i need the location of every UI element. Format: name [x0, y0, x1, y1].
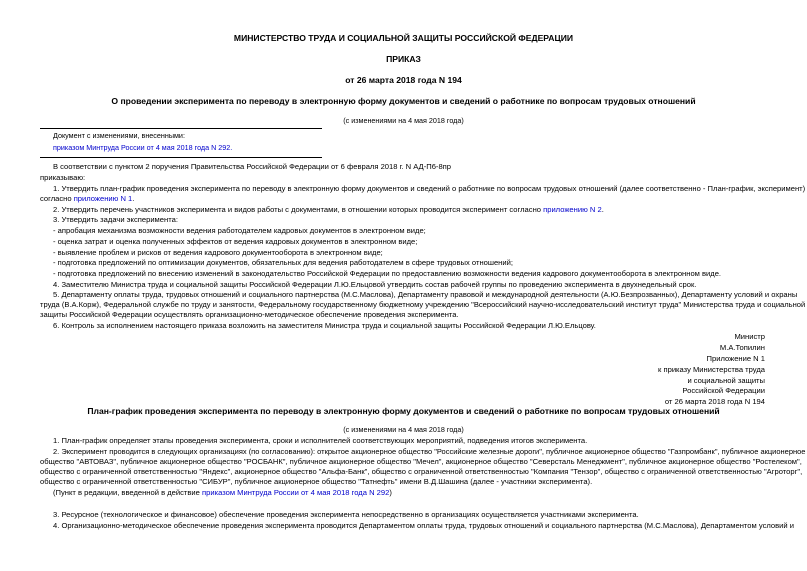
appendix-1-link[interactable]: приложению N 1 [73, 194, 133, 203]
task-item: - выявление проблем и рисков от ведения кадрового документооборота в электронном виде; [53, 248, 383, 257]
appendix-ref-line: к приказу Министерства труда [658, 365, 765, 374]
paragraph-6: 6. Контроль за исполнением настоящего приказа возложить на заместителя Министра труда и социальной защиты Российской Федерации Л.Ю.Ельцову. [53, 321, 596, 330]
appendix-paragraph-2-note [53, 488, 392, 498]
appendix-paragraph-2-line: общество "АВТОВАЗ", публичное акционерное общество "РОСБАНК", публичное акционерное общество "Мечел", акционерное общество "Северсталь Менеджмент", публичное акционерное общество "Ростелеком", [40, 457, 802, 466]
appendix-paragraph-2-line: 2. Эксперимент проводится в следующих организациях (по согласованию): открытое акционерное общество "Российские железные дороги", публичное акционерное общество "Газпромбанк", публичное акционерное [53, 447, 806, 456]
ministry-heading: МИНИСТЕРСТВО ТРУДА И СОЦИАЛЬНОЙ ЗАЩИТЫ РОССИЙСКОЙ ФЕДЕРАЦИИ [233, 33, 574, 43]
changes-label: Документ с изменениями, внесенными: [53, 131, 185, 140]
paragraph-5-b: труда (В.А.Корж), Федеральной службе по труду и занятости, Федеральному государственному бюджетному учреждению "Всероссийский научно-исследовательский институт труда" Министерства труда и социальной [40, 300, 806, 309]
changes-top-rule [40, 128, 322, 129]
appendix-revision: (с изменениями на 4 мая 2018 года) [343, 426, 464, 434]
order-292-link[interactable]: приказом Минтруда России от 4 мая 2018 года N 292 [202, 488, 390, 497]
task-item: - подготовка предложений по оптимизации документов, обязательных для ведения работодателем в сфере трудовых отношений; [53, 258, 513, 267]
appendix-ref-line: и социальной защиты [687, 376, 765, 385]
appendix-paragraph-2-line: общество с ограниченной ответственностью "СИБУР", публичное акционерное общество "Татнефть" имени В.Д.Шашина (далее - участники эксперимента). [40, 477, 593, 486]
signature-name: М.А.Топилин [719, 343, 765, 352]
signature-position: Министр [734, 332, 765, 341]
appendix-paragraph-2-line: общество с ограниченной ответственностью "Яндекс", акционерное общество "Альфа-Банк", общество с ограниченной ответственностью "Компания "Тензор", общество с ограниченной ответственностью "Агроторг", [40, 467, 803, 476]
paragraph-1-b-text: согласно [40, 194, 74, 203]
appendix-ref-line: Приложение N 1 [706, 354, 765, 363]
task-item: - апробация механизма возможности ведения работодателем кадровых документов в электронном виде; [53, 226, 426, 235]
changes-bottom-rule [40, 157, 322, 158]
intro-line: В соответствии с пунктом 2 поручения Правительства Российской Федерации от 6 февраля 2018 г. N АД-П6-8пр [53, 162, 452, 171]
appendix-paragraph-3: 3. Ресурсное (технологическое и финансовое) обеспечение проведения эксперимента непосредственно в организациях осуществляется участниками эксперимента. [53, 510, 639, 519]
appendix-2-link[interactable]: приложению N 2 [543, 205, 602, 214]
note-suffix: ) [389, 488, 392, 497]
paragraph-2 [53, 205, 604, 215]
note-prefix: (Пункт в редакции, введенной в действие [53, 488, 203, 497]
doc-type-heading: ПРИКАЗ [386, 54, 421, 64]
paragraph-4: 4. Заместителю Министра труда и социальной защиты Российской Федерации Л.Ю.Ельцовой утвердить состав рабочей группы по проведению эксперимента в двухнедельный срок. [53, 280, 697, 289]
order-word: приказываю: [40, 173, 86, 182]
appendix-title: План-график проведения эксперимента по переводу в электронную форму документов и сведений о работнике по вопросам трудовых отношений [87, 406, 720, 416]
paragraph-1-end: . [132, 194, 135, 203]
paragraph-2-text: 2. Утвердить перечень участников эксперимента и видов работы с документами, в отношении которых проводится эксперимент согласно [53, 205, 544, 214]
paragraph-1-b [40, 194, 134, 204]
paragraph-5-a: 5. Департаменту оплаты труда, трудовых отношений и социального партнерства (М.С.Маслова), Департаменту правовой и международной деятельности (А.Ю.Безпрозванных), Департаменту условий и охраны [53, 290, 798, 299]
task-item: - подготовка предложений по внесению изменений в законодательство Российской Федерации по предоставлению возможности ведения кадрового документооборота в электронном виде. [53, 269, 722, 278]
changes-link[interactable]: приказом Минтруда России от 4 мая 2018 года N 292. [53, 143, 233, 152]
paragraph-3: 3. Утвердить задачи эксперимента: [53, 215, 178, 224]
appendix-ref-line: Российской Федерации [682, 386, 765, 395]
paragraph-5-c: защиты Российской Федерации осуществлять организационно-методическое обеспечение проведения эксперимента. [40, 310, 459, 319]
doc-title: О проведении эксперимента по переводу в электронную форму документов и сведений о работнике по вопросам трудовых отношений [111, 96, 696, 106]
appendix-paragraph-4: 4. Организационно-методическое обеспечение проведения эксперимента проводится Департаментом оплаты труда, трудовых отношений и социального партнерства (М.С.Маслова), Департаментом условий и [53, 521, 794, 530]
appendix-ref-line: от 26 марта 2018 года N 194 [664, 397, 765, 406]
paragraph-1-a: 1. Утвердить план-график проведения эксперимента по переводу в электронную форму документов и сведений о работнике по вопросам трудовых отношений (далее соответственно - План-график, эксперимент) [53, 184, 806, 193]
doc-revision: (с изменениями на 4 мая 2018 года) [343, 117, 464, 125]
doc-date-heading: от 26 марта 2018 года N 194 [345, 75, 462, 85]
appendix-paragraph-1: 1. План-график определяет этапы проведения эксперимента, сроки и исполнителей соответствующих мероприятий, подведения итогов эксперимента. [53, 436, 588, 445]
task-item: - оценка затрат и оценка полученных эффектов от ведения кадровых документов в электронном виде; [53, 237, 418, 246]
paragraph-2-end: . [601, 205, 604, 214]
